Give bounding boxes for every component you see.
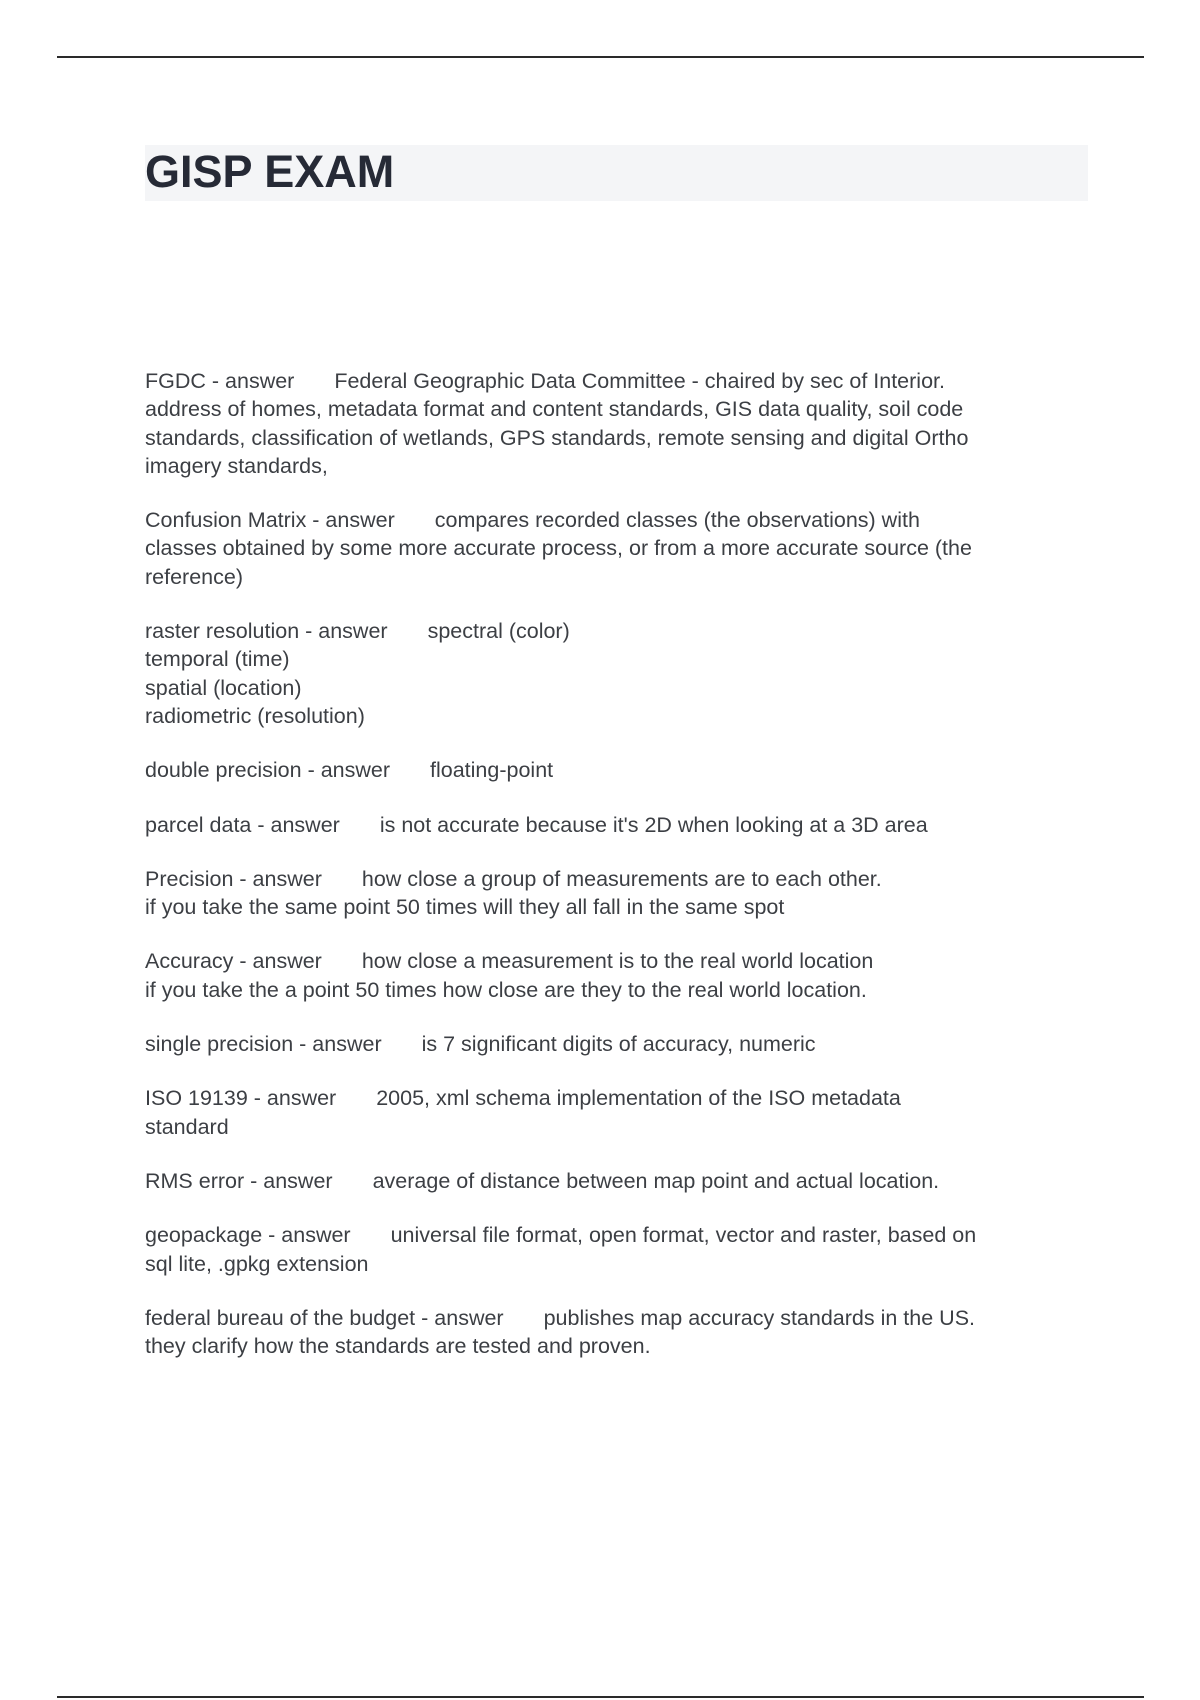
qa-answer-label: - answer: [247, 1086, 337, 1111]
qa-answer: compares recorded classes (the observations) with classes obtained by some more accurate process, or from a more accurate source (the reference): [145, 508, 972, 589]
qa-item: [145, 1030, 1085, 1058]
qa-answer: how close a group of measurements are to each other. if you take the same point 50 times will they all fall in the same spot: [145, 866, 882, 920]
qa-term: federal bureau of the budget: [145, 1305, 416, 1330]
qa-answer-label: - answer: [299, 619, 388, 644]
qa-answer: is not accurate because it's 2D when looking at a 3D area: [379, 812, 928, 837]
qa-answer-label: - answer: [233, 866, 322, 891]
qa-term: ISO 19139: [145, 1086, 248, 1111]
qa-term: raster resolution: [145, 619, 300, 644]
qa-answer: publishes map accuracy standards in the US. they clarify how the standards are tested and proven.: [145, 1305, 976, 1359]
qa-item: [145, 756, 1085, 784]
qa-term: Precision: [145, 866, 234, 891]
qa-item: [145, 367, 1085, 480]
qa-item: [145, 947, 1085, 1004]
qa-answer: is 7 significant digits of accuracy, numeric: [421, 1032, 816, 1057]
qa-item: [145, 1304, 1085, 1361]
qa-answer-label: - answer: [293, 1032, 382, 1057]
qa-term: double precision: [145, 758, 302, 783]
qa-answer: average of distance between map point and actual location.: [372, 1168, 940, 1193]
qa-item: [145, 865, 1085, 922]
qa-term: FGDC: [145, 369, 206, 393]
qa-answer-label: - answer: [262, 1223, 351, 1248]
qa-answer-label: - answer: [301, 758, 391, 783]
qa-item: [145, 1167, 1085, 1195]
qa-answer-label: - answer: [306, 508, 395, 533]
qa-term: Confusion Matrix: [145, 508, 307, 533]
header-rule: [57, 56, 1144, 58]
qa-item: [145, 1084, 1085, 1141]
qa-item: [145, 811, 1085, 839]
footer-rule: [57, 1696, 1144, 1698]
qa-term: single precision: [145, 1032, 294, 1057]
qa-answer: 2005, xml schema implementation of the ISO metadata standard: [145, 1086, 901, 1139]
qa-term: parcel data: [145, 812, 252, 837]
qa-answer-label: - answer: [415, 1305, 504, 1330]
qa-answer: universal file format, open format, vector and raster, based on sql lite, .gpkg extension: [145, 1223, 977, 1276]
qa-answer: floating-point: [430, 758, 554, 783]
qa-item: [145, 617, 1085, 730]
qa-answer-label: - answer: [233, 949, 322, 974]
qa-list: [145, 367, 1085, 1386]
qa-answer: Federal Geographic Data Committee - chaired by sec of Interior. address of homes, metadata format and content standards, GIS data quality, soil code standards, classification of wetlands, GPS standards, remote sensing and digital Ortho imagery standards,: [145, 369, 969, 478]
qa-term: RMS error: [145, 1168, 245, 1193]
qa-term: Accuracy: [145, 949, 234, 974]
page-title: GISP EXAM: [145, 146, 395, 197]
qa-term: geopackage: [145, 1223, 263, 1248]
qa-item: [145, 506, 1085, 591]
qa-answer-label: - answer: [251, 812, 340, 837]
qa-item: [145, 1221, 1085, 1278]
qa-answer-label: - answer: [244, 1168, 333, 1193]
qa-answer: spectral (color) temporal (time) spatial (location) radiometric (resolution): [145, 619, 570, 728]
qa-answer-label: - answer: [205, 369, 295, 393]
qa-answer: how close a measurement is to the real world location if you take the a point 50 times how close are they to the real world location.: [145, 949, 874, 1002]
